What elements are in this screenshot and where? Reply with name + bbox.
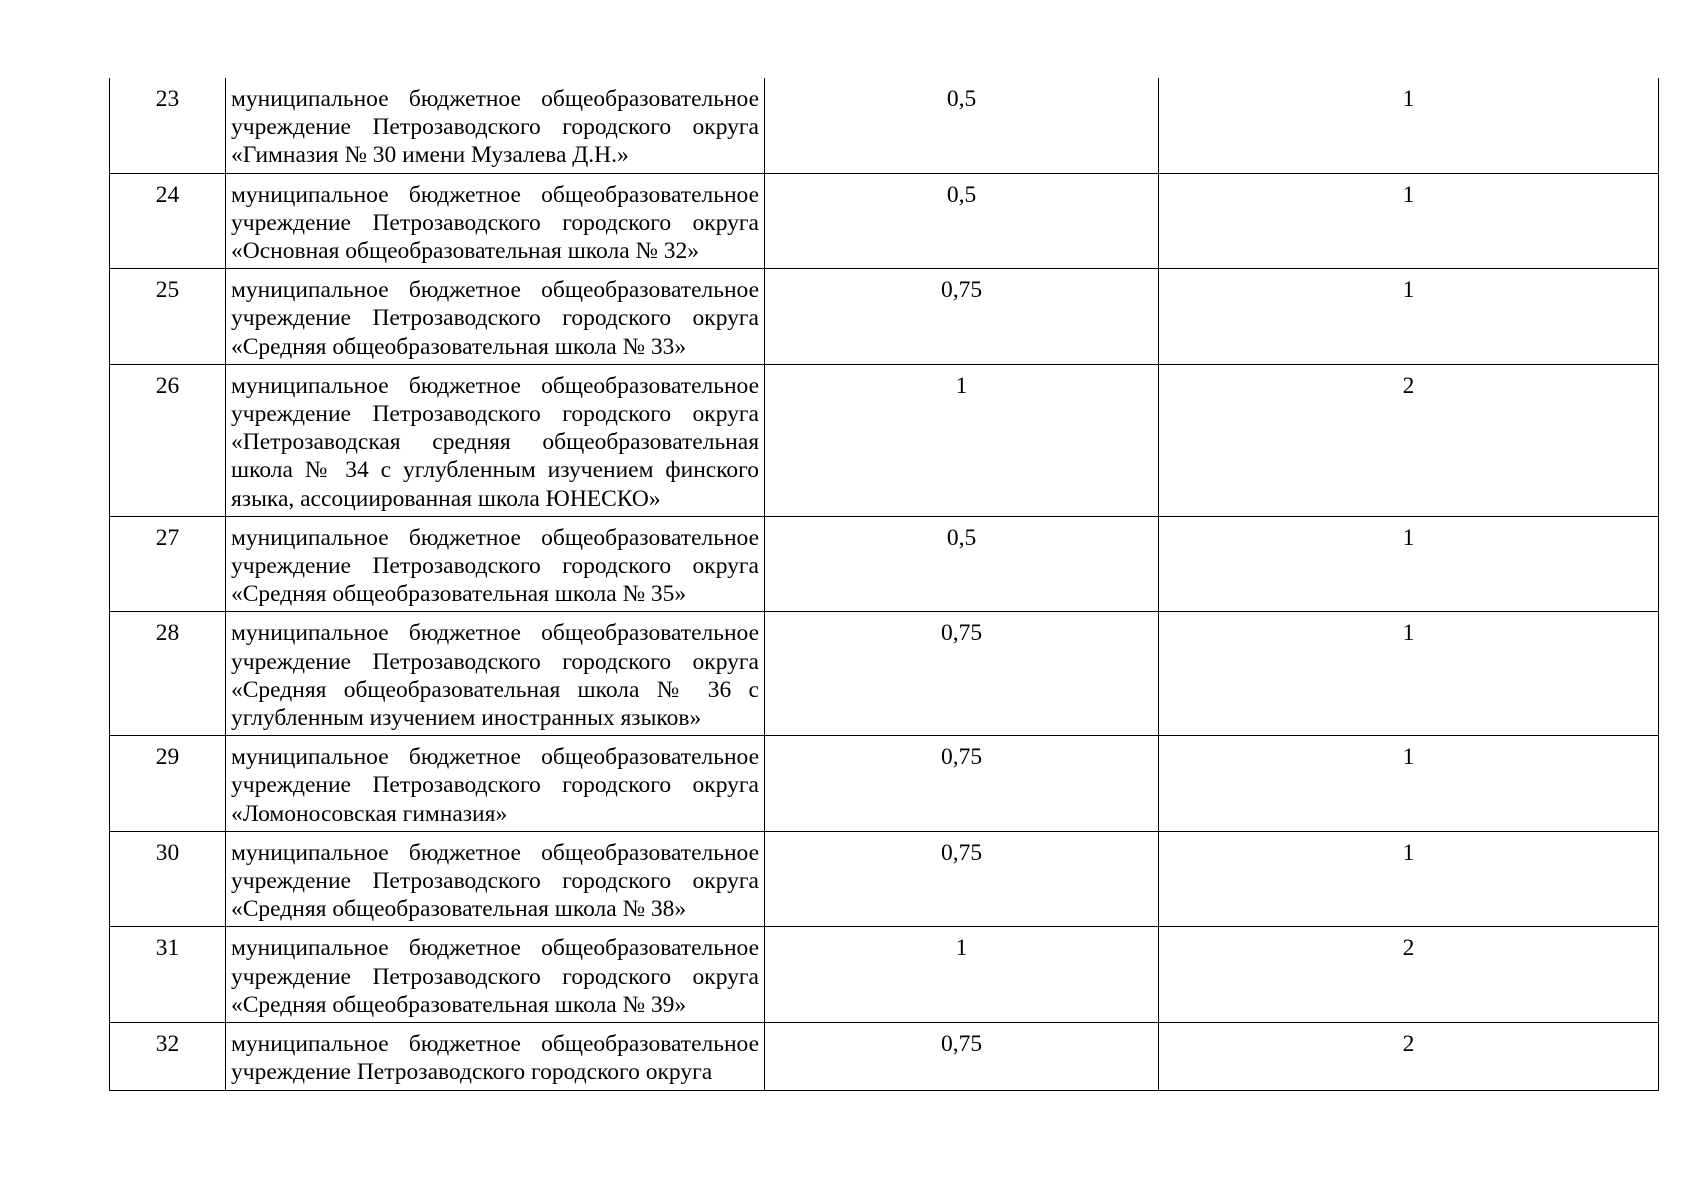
- staff-rate-cell: 0,5: [765, 78, 1159, 173]
- staff-rate-cell: 0,75: [765, 831, 1159, 927]
- staff-rates-table: [109, 78, 1659, 1091]
- row-number-cell: 30: [110, 831, 226, 927]
- table-row: [110, 78, 1659, 173]
- row-number-cell: 27: [110, 516, 226, 612]
- institution-name-line: «Гимназия № 30 имени Музалева Д.Н.»: [231, 142, 629, 169]
- institution-name-line: «Средняя общеобразовательная школа № 36 с: [231, 676, 759, 703]
- institution-name-line: муниципальное бюджетное общеобразовательное: [231, 620, 759, 647]
- institution-name-line: школа № 34 с углубленным изучением финского: [231, 457, 759, 484]
- count-cell: 2: [1159, 927, 1659, 1023]
- table-body: [110, 78, 1659, 1090]
- institution-name-line: учреждение Петрозаводского городского округа: [231, 1059, 713, 1086]
- institution-name-cell: [226, 173, 765, 269]
- institution-name-line: муниципальное бюджетное общеобразовательное: [231, 744, 759, 771]
- institution-name-line: углубленным изучением иностранных языков»: [231, 705, 702, 732]
- count-cell: 2: [1159, 364, 1659, 516]
- count-cell: 2: [1159, 1023, 1659, 1090]
- table-row: [110, 173, 1659, 269]
- count-cell: 1: [1159, 612, 1659, 736]
- institution-name-line: учреждение Петрозаводского городского округа: [231, 963, 759, 990]
- table-row: [110, 269, 1659, 365]
- institution-name-line: «Средняя общеобразовательная школа № 39»: [231, 991, 687, 1018]
- institution-name-line: муниципальное бюджетное общеобразовательное: [231, 372, 759, 399]
- row-number-cell: 24: [110, 173, 226, 269]
- row-number-cell: 26: [110, 364, 226, 516]
- staff-rate-cell: 0,5: [765, 173, 1159, 269]
- institution-name-line: учреждение Петрозаводского городского округа: [231, 114, 759, 141]
- count-cell: 1: [1159, 269, 1659, 365]
- institution-name-line: муниципальное бюджетное общеобразовательное: [231, 524, 759, 551]
- row-number-cell: 23: [110, 78, 226, 173]
- institution-name-cell: [226, 612, 765, 736]
- staff-rate-cell: 0,75: [765, 612, 1159, 736]
- count-cell: 1: [1159, 78, 1659, 173]
- institution-name-line: муниципальное бюджетное общеобразовательное: [231, 181, 759, 208]
- row-number-cell: 25: [110, 269, 226, 365]
- institution-name-cell: [226, 78, 765, 173]
- institution-name-line: «Петрозаводская средняя общеобразовательная: [231, 429, 759, 456]
- institution-name-line: «Ломоносовская гимназия»: [231, 800, 508, 827]
- table-row: [110, 1023, 1659, 1090]
- institution-name-cell: [226, 516, 765, 612]
- staff-rate-cell: 0,75: [765, 1023, 1159, 1090]
- row-number-cell: 29: [110, 736, 226, 832]
- institution-name-cell: [226, 736, 765, 832]
- institution-name-cell: [226, 269, 765, 365]
- table-row: [110, 516, 1659, 612]
- institution-name-cell: [226, 1023, 765, 1090]
- institution-name-line: учреждение Петрозаводского городского округа: [231, 772, 759, 799]
- institution-name-cell: [226, 831, 765, 927]
- staff-rate-cell: 1: [765, 364, 1159, 516]
- count-cell: 1: [1159, 516, 1659, 612]
- institution-name-line: «Средняя общеобразовательная школа № 38»: [231, 896, 687, 923]
- institution-name-line: учреждение Петрозаводского городского округа: [231, 553, 759, 580]
- institution-name-cell: [226, 927, 765, 1023]
- institution-name-line: учреждение Петрозаводского городского округа: [231, 401, 759, 428]
- institution-name-line: муниципальное бюджетное общеобразовательное: [231, 839, 759, 866]
- institution-name-line: муниципальное бюджетное общеобразовательное: [231, 277, 759, 304]
- institution-name-line: учреждение Петрозаводского городского округа: [231, 868, 759, 895]
- institution-name-line: учреждение Петрозаводского городского округа: [231, 648, 759, 675]
- staff-rate-cell: 0,75: [765, 269, 1159, 365]
- institution-name-cell: [226, 364, 765, 516]
- count-cell: 1: [1159, 736, 1659, 832]
- institution-name-line: муниципальное бюджетное общеобразовательное: [231, 1031, 759, 1058]
- staff-rate-cell: 0,75: [765, 736, 1159, 832]
- institution-name-line: учреждение Петрозаводского городского округа: [231, 209, 759, 236]
- institution-name-line: «Основная общеобразовательная школа № 32»: [231, 238, 700, 265]
- institution-name-line: «Средняя общеобразовательная школа № 33»: [231, 333, 687, 360]
- row-number-cell: 32: [110, 1023, 226, 1090]
- institution-name-line: муниципальное бюджетное общеобразовательное: [231, 935, 759, 962]
- institution-name-line: учреждение Петрозаводского городского округа: [231, 305, 759, 332]
- table-row: [110, 831, 1659, 927]
- staff-rate-cell: 1: [765, 927, 1159, 1023]
- table-row: [110, 736, 1659, 832]
- count-cell: 1: [1159, 831, 1659, 927]
- count-cell: 1: [1159, 173, 1659, 269]
- institution-name-line: «Средняя общеобразовательная школа № 35»: [231, 581, 687, 608]
- institution-name-line: языка, ассоциированная школа ЮНЕСКО»: [231, 485, 661, 512]
- table-row: [110, 927, 1659, 1023]
- row-number-cell: 28: [110, 612, 226, 736]
- institution-name-line: муниципальное бюджетное общеобразовательное: [231, 86, 759, 112]
- row-number-cell: 31: [110, 927, 226, 1023]
- staff-rate-cell: 0,5: [765, 516, 1159, 612]
- table-row: [110, 364, 1659, 516]
- table-row: [110, 612, 1659, 736]
